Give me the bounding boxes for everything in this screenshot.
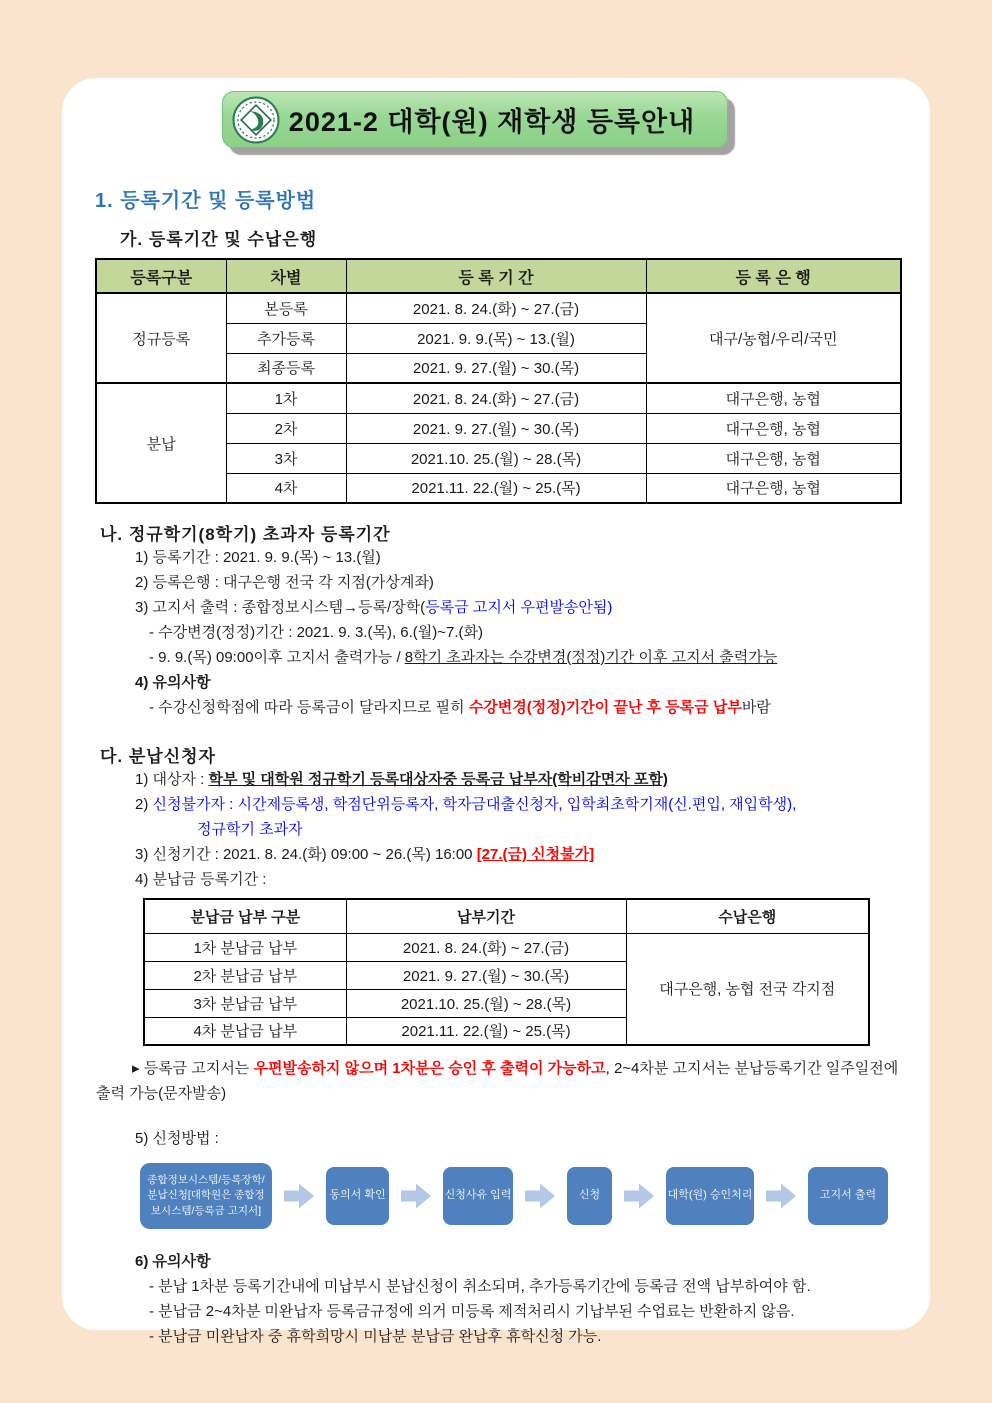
application-flowchart (140, 1163, 930, 1229)
list-item: 2) 등록은행 : 대구은행 전국 각 지점(가상계좌) (135, 574, 434, 591)
list-item: 4) 분납금 등록기간 : (135, 871, 267, 888)
col-header: 수납은행 (626, 899, 869, 933)
inst-bank: 대구은행, 농협 (646, 473, 901, 503)
text-black: 바람 (741, 699, 771, 716)
registration-period-table (95, 258, 902, 504)
arrow-right-icon (766, 1184, 796, 1209)
pay-period: 2021.10. 25.(월) ~ 28.(목) (346, 989, 626, 1017)
pay-period: 2021.11. 22.(월) ~ 25.(목) (346, 1017, 626, 1045)
inst-type: 4차 (226, 473, 346, 503)
arrow-right-icon (284, 1184, 314, 1209)
list-subitem: - 분납금 미완납자 중 휴학희망시 미납분 분납금 완납후 휴학신청 가능. (149, 1328, 602, 1345)
table-row (144, 933, 869, 961)
installment-payment-table (143, 898, 870, 1046)
col-header: 납부기간 (346, 899, 626, 933)
triangle-bullet-icon: ▸ (132, 1060, 144, 1077)
inst-bank: 대구은행, 농협 (646, 443, 901, 473)
col-header: 등록구분 (96, 259, 226, 293)
inst-period: 2021.11. 22.(월) ~ 25.(목) (346, 473, 646, 503)
inst-group-label: 분납 (96, 383, 226, 503)
pay-period: 2021. 8. 24.(화) ~ 27.(금) (346, 933, 626, 961)
text-red: 수강변경(정정)기간이 끝난 후 등록금 납부 (468, 699, 742, 716)
table-header-row (96, 259, 901, 293)
reg-period: 2021. 8. 24.(화) ~ 27.(금) (346, 293, 646, 323)
pay-period: 2021. 9. 27.(월) ~ 30.(목) (346, 961, 626, 989)
list-item: 1) 등록기간 : 2021. 9. 9.(목) ~ 13.(월) (135, 549, 381, 566)
inst-bank: 대구은행, 농협 (646, 413, 901, 443)
list-item (135, 595, 930, 620)
list-subitem (149, 695, 930, 720)
flow-step: 동의서 확인 (326, 1167, 389, 1225)
inst-type: 3차 (226, 443, 346, 473)
notice-paragraph (96, 1056, 904, 1106)
title-banner (222, 91, 728, 148)
section-c-heading: 다. 분납신청자 (100, 747, 216, 766)
text-blue: 신청불가자 : 시간제등록생, 학점단위등록자, 학자금대출신청자, 입학최초학기재(신.편입, 재입학생), (152, 796, 797, 813)
flow-step: 신청 (567, 1167, 612, 1225)
inst-period: 2021. 9. 27.(월) ~ 30.(목) (346, 413, 646, 443)
list-subitem: 정규학기 초과자 (197, 821, 303, 838)
text-black: - 9. 9.(목) 09:00이후 고지서 출력가능 / (149, 649, 405, 666)
text-red: 우편발송하지 않으며 1차분은 승인 후 출력이 가능하고 (253, 1060, 606, 1077)
document-page (62, 78, 930, 1345)
table-header-row (144, 899, 869, 933)
arrow-right-icon (525, 1184, 555, 1209)
pay-bank: 대구은행, 농협 전국 각지점 (626, 933, 869, 1045)
flow-step: 종합정보시스템/등록장학/분납신청[대학원은 종합정보시스템/등록금 고지서] (140, 1163, 272, 1229)
arrow-right-icon (401, 1184, 431, 1209)
col-header: 차별 (226, 259, 346, 293)
section-a-heading: 가. 등록기간 및 수납은행 (120, 230, 318, 249)
reg-type: 추가등록 (226, 323, 346, 353)
text-black: 3) 신청기간 : 2021. 8. 24.(화) 09:00 ~ 26.(목) 16:00 (135, 846, 477, 863)
text-black: , 2~4차분 고지서는 분납등록기간 일주일전에 출력 가능(문자발송) (96, 1060, 899, 1102)
list-subitem: - 수강변경(정정)기간 : 2021. 9. 3.(목), 6.(월)~7.(화) (149, 624, 484, 641)
list-subitem: - 분납 1차분 등록기간내에 미납부시 분납신청이 취소되며, 추가등록기간에 등록금 전액 납부하여야 함. (149, 1278, 811, 1295)
list-item (135, 792, 930, 817)
list-item: 4) 유의사항 (135, 674, 211, 691)
inst-type: 1차 (226, 383, 346, 413)
text-black: 등록금 고지서는 (143, 1060, 254, 1077)
text-bold-underlined: 학부 및 대학원 정규학기 등록대상자중 등록금 납부자(학비감면자 포함) (208, 771, 668, 788)
col-header: 등 록 은 행 (646, 259, 901, 293)
text-underlined: 8학기 초과자는 수강변경(정정)기간 이후 고지서 출력가능 (404, 649, 778, 666)
university-logo-icon (232, 96, 280, 144)
col-header: 분납금 납부 구분 (144, 899, 346, 933)
text-black: 1) 대상자 : (135, 771, 209, 788)
reg-type: 최종등록 (226, 353, 346, 383)
pay-type: 3차 분납금 납부 (144, 989, 346, 1017)
inst-bank: 대구은행, 농협 (646, 383, 901, 413)
page-title: 2021-2 대학(원) 재학생 등록안내 (288, 107, 696, 137)
text-black: - 수강신청학점에 따라 등록금이 달라지므로 필히 (149, 699, 469, 716)
inst-period: 2021. 8. 24.(화) ~ 27.(금) (346, 383, 646, 413)
text-black: 3) 고지서 출력 : 종합정보시스템→등록/장학( (135, 599, 426, 616)
text-blue: 등록금 고지서 우편발송안됨) (425, 599, 613, 616)
pay-type: 1차 분납금 납부 (144, 933, 346, 961)
reg-group-label: 정규등록 (96, 293, 226, 383)
section-1-heading: 1. 등록기간 및 등록방법 (95, 190, 317, 212)
list-item: 5) 신청방법 : (135, 1130, 219, 1147)
flow-step: 신청사유 입력 (443, 1167, 513, 1225)
pay-type: 4차 분납금 납부 (144, 1017, 346, 1045)
list-item (135, 767, 930, 792)
reg-period: 2021. 9. 9.(목) ~ 13.(월) (346, 323, 646, 353)
pay-type: 2차 분납금 납부 (144, 961, 346, 989)
flow-step: 대학(원) 승인처리 (666, 1167, 754, 1225)
list-subitem (149, 645, 930, 670)
col-header: 등 록 기 간 (346, 259, 646, 293)
flow-step: 고지서 출력 (808, 1167, 888, 1225)
list-subitem: - 분납금 2~4차분 미완납자 등록금규정에 의거 미등록 제적처리시 기납부된 수업료는 반환하지 않음. (149, 1303, 795, 1320)
list-item (135, 842, 930, 867)
inst-period: 2021.10. 25.(월) ~ 28.(목) (346, 443, 646, 473)
table-row (96, 293, 901, 323)
text-black: 2) (135, 796, 153, 813)
section-b-heading: 나. 정규학기(8학기) 초과자 등록기간 (100, 525, 391, 544)
reg-type: 본등록 (226, 293, 346, 323)
inst-type: 2차 (226, 413, 346, 443)
list-item: 6) 유의사항 (135, 1253, 211, 1270)
reg-bank: 대구/농협/우리/국민 (646, 293, 901, 383)
reg-period: 2021. 9. 27.(월) ~ 30.(목) (346, 353, 646, 383)
arrow-right-icon (624, 1184, 654, 1209)
table-row (96, 383, 901, 413)
text-red-underlined: [27.(금) 신청불가] (476, 846, 595, 863)
